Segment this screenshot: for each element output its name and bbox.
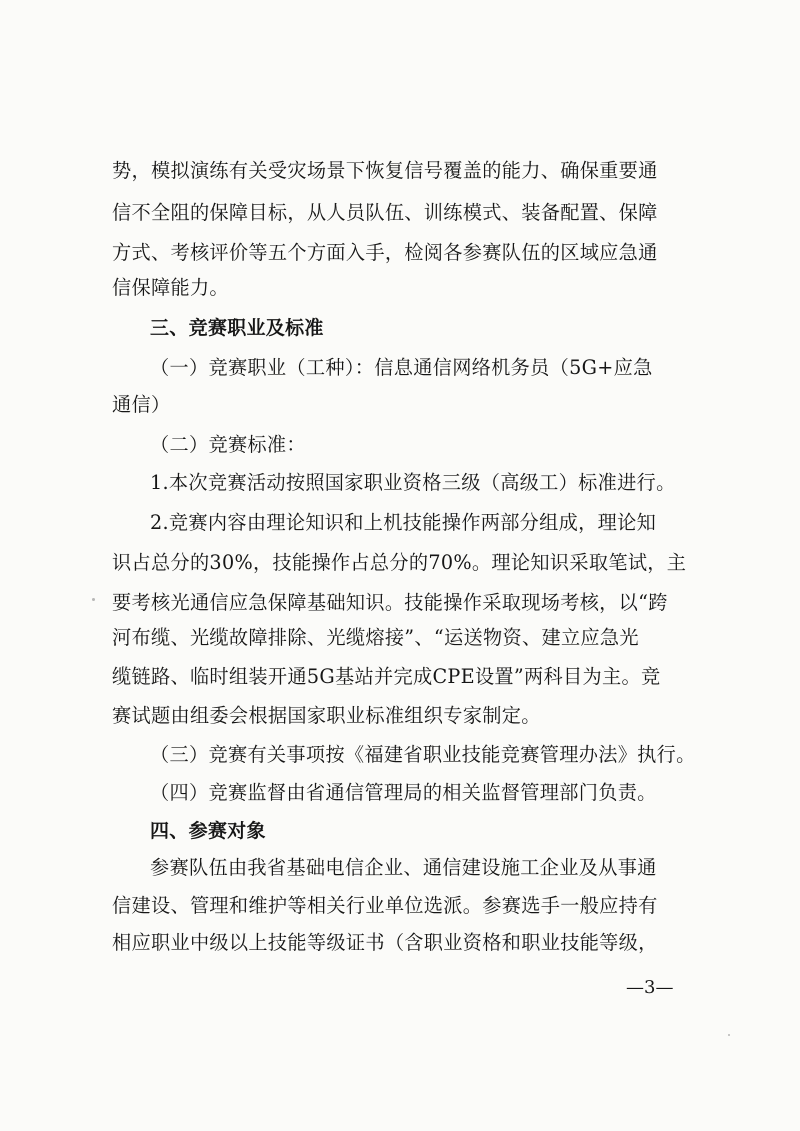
body-text-line: 方式、考核评价等五个方面入手，检阅各参赛队伍的区域应急通 <box>112 241 658 264</box>
body-text-line: 2.竞赛内容由理论知识和上机技能操作两部分组成，理论知 <box>150 511 657 534</box>
scan-speck <box>92 598 95 601</box>
body-text-line: （二）竞赛标准： <box>150 433 306 456</box>
body-text-line: （三）竞赛有关事项按《福建省职业技能竞赛管理办法》执行。 <box>150 743 696 766</box>
scan-speck <box>728 1034 730 1036</box>
body-text-line: 要考核光通信应急保障基础知识。技能操作采取现场考核，以“跨 <box>112 591 668 614</box>
body-text-line: 通信） <box>112 393 171 416</box>
body-text-line: 1.本次竞赛活动按照国家职业资格三级（高级工）标准进行。 <box>150 471 676 494</box>
body-text-line: 河布缆、光缆故障排除、光缆熔接”、“运送物资、建立应急光 <box>112 626 639 649</box>
body-text-line: 信保障能力。 <box>112 276 229 299</box>
section-heading: 四、参赛对象 <box>150 820 266 842</box>
body-text-line: （一）竞赛职业（工种）：信息通信网络机务员（5G+应急 <box>150 356 653 379</box>
body-text-line: 识占总分的30%，技能操作占总分的70%。理论知识采取笔试，主 <box>112 551 687 574</box>
body-text-line: （四）竞赛监督由省通信管理局的相关监督管理部门负责。 <box>150 781 657 804</box>
body-text-line: 信不全阻的保障目标，从人员队伍、训练模式、装备配置、保障 <box>112 201 658 224</box>
section-heading: 三、竞赛职业及标准 <box>150 317 324 339</box>
body-text-line: 参赛队伍由我省基础电信企业、通信建设施工企业及从事通 <box>150 856 657 879</box>
body-text-line: 赛试题由组委会根据国家职业标准组织专家制定。 <box>112 704 541 727</box>
body-text-line: 相应职业中级以上技能等级证书（含职业资格和职业技能等级， <box>112 931 658 954</box>
body-text-line: 势，模拟演练有关受灾场景下恢复信号覆盖的能力、确保重要通 <box>112 159 658 182</box>
body-text-line: 信建设、管理和维护等相关行业单位选派。参赛选手一般应持有 <box>112 894 658 917</box>
page-number: —3— <box>626 977 674 998</box>
body-text-line: 缆链路、临时组装开通5G基站并完成CPE设置”两科目为主。竞 <box>112 665 661 688</box>
